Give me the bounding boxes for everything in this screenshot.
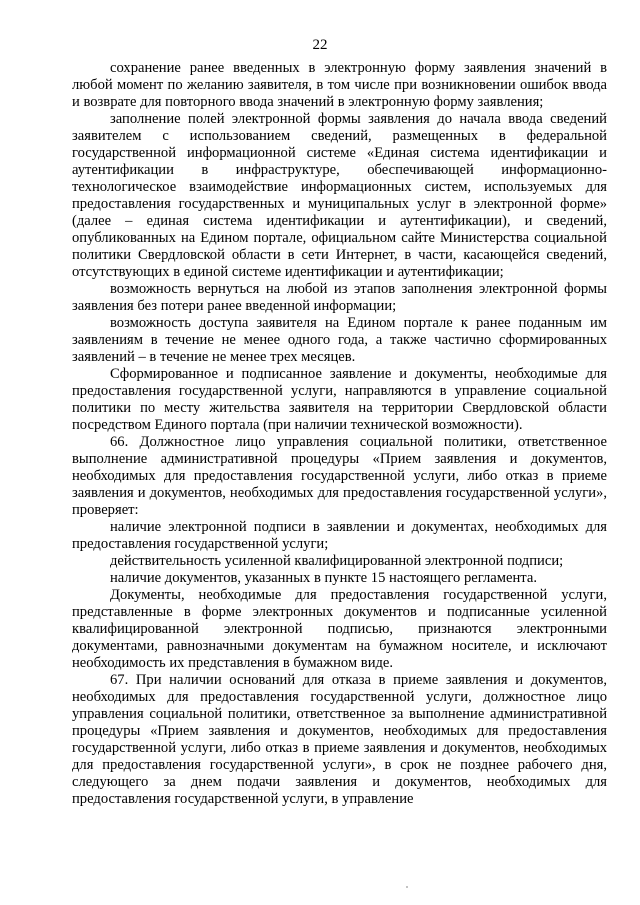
- page-number: 22: [312, 37, 328, 53]
- scan-dot-mark: [406, 886, 408, 888]
- paragraph-electronic-documents: Документы, необходимые для предоставления государственной услуги, представленные в форме электронных документов и подписанные усиленной квалифицированной электронной подписью, признаются электронными документами, равнозначными документам на бумажном носителе, и исключают необходимость их представления в бумажном виде.: [72, 587, 607, 671]
- paragraph-signature-presence: наличие электронной подписи в заявлении и документах, необходимых для предоставления государственной услуги;: [72, 519, 607, 552]
- paragraph-item-66: 66. Должностное лицо управления социальной политики, ответственное выполнение административной процедуры «Прием заявления и документов, необходимых для предоставления государственной услуги, либо отказ в приеме заявления и документов, необходимых для предоставления государственной услуги», проверяет:: [72, 434, 607, 518]
- paragraph-item-67: 67. При наличии оснований для отказа в приеме заявления и документов, необходимых для предоставления государственной услуги, должностное лицо управления социальной политики, ответственное за выполнение административной процедуры «Прием заявления и документов, необходимых для предоставления государственной услуги, либо отказ в приеме заявления и документов, необходимых для предоставления государственной услуги», в срок не позднее рабочего дня, следующего за днем подачи заявления и документов, необходимых для предоставления государственной услуги, в управление: [72, 672, 607, 807]
- paragraph-return-to-step: возможность вернуться на любой из этапов заполнения электронной формы заявления без потери ранее введенной информации;: [72, 281, 607, 314]
- paragraph-prefill-fields: заполнение полей электронной формы заявления до начала ввода сведений заявителем с использованием сведений, размещенных в федеральной государственной информационной системе «Единая система идентификации и аутентификации в инфраструктуре, обеспечивающей информационно-технологическое взаимодействие информационных систем, используемых для предоставления государственных и муниципальных услуг в электронной форме» (далее – единая система идентификации и аутентификации), и сведений, опубликованных на Едином портале, официальном сайте Министерства социальной политики Свердловской области в сети Интернет, в части, касающейся сведений, отсутствующих в единой системе идентификации и аутентификации;: [72, 111, 607, 280]
- paragraph-save-values: сохранение ранее введенных в электронную форму заявления значений в любой момент по желанию заявителя, в том числе при возникновении ошибок ввода и возврате для повторного ввода значений в электронную форму заявления;: [72, 60, 607, 110]
- paragraph-signature-validity: действительность усиленной квалифицированной электронной подписи;: [110, 553, 564, 569]
- document-body: [72, 60, 607, 808]
- paragraph-documents-presence: наличие документов, указанных в пункте 15 настоящего регламента.: [110, 570, 537, 586]
- paragraph-access-applications: возможность доступа заявителя на Едином портале к ранее поданным им заявлениям в течение не менее одного года, а также частично сформированных заявлений – в течение не менее трех месяцев.: [72, 315, 607, 365]
- paragraph-submission: Сформированное и подписанное заявление и документы, необходимые для предоставления государственной услуги, направляются в управление социальной политики по месту жительства заявителя на территории Свердловской области посредством Единого портала (при наличии технической возможности).: [72, 366, 607, 433]
